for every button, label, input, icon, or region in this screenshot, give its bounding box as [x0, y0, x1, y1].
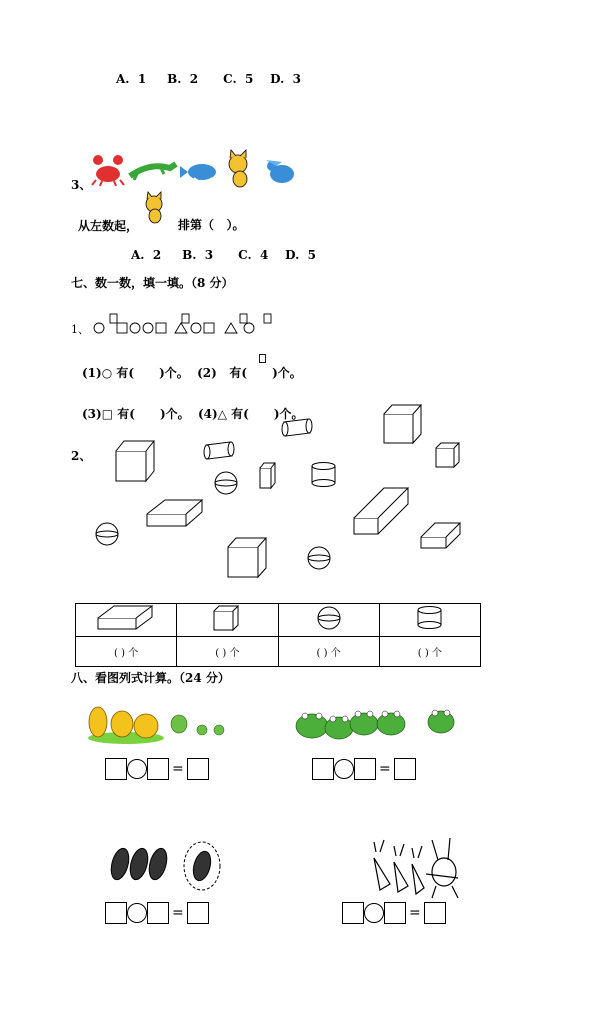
q3-prompt-right: 排第（ ）。 — [178, 218, 245, 232]
answer-box[interactable] — [394, 758, 416, 780]
equation-box[interactable] — [312, 758, 334, 780]
equation-box[interactable] — [147, 902, 169, 924]
sphere-icon — [96, 523, 118, 545]
cylinder-icon — [204, 442, 234, 459]
equation-box[interactable] — [105, 758, 127, 780]
table-cell-sphere — [278, 604, 379, 637]
table-cell-cuboid — [76, 604, 177, 637]
q1-label: 1、 — [71, 323, 89, 336]
sphere-icon — [215, 472, 237, 494]
answer-box[interactable] — [424, 902, 446, 924]
answer-sphere[interactable]: ( ) 个 — [278, 637, 379, 667]
cat-icon — [141, 194, 169, 224]
cube-icon — [228, 538, 266, 577]
sub-q1-2: (1)○ 有( )个。 (2) 有( )个。 — [82, 366, 302, 380]
fish-icon — [180, 164, 216, 182]
counting-table — [75, 603, 481, 667]
equation-box[interactable] — [342, 902, 364, 924]
equation-4 — [342, 902, 446, 924]
cylinder-icon — [415, 604, 445, 632]
sub-q3-4: (3)□ 有( )个。 (4)△ 有( )个。 — [82, 407, 304, 421]
equals-sign: = — [172, 761, 184, 777]
equation-1 — [105, 758, 209, 780]
solids-image — [90, 400, 490, 585]
equation-box[interactable] — [105, 902, 127, 924]
cuboid-icon — [260, 463, 275, 488]
cylinder-icon — [282, 419, 312, 436]
equation-3 — [105, 902, 209, 924]
answer-cuboid[interactable]: ( ) 个 — [76, 637, 177, 667]
cat-icon — [229, 150, 247, 187]
lizard-icon — [130, 164, 176, 180]
bird-icon — [266, 160, 294, 183]
answer-box[interactable] — [187, 758, 209, 780]
rectangle-icon — [259, 354, 267, 364]
equals-sign: = — [409, 905, 421, 921]
cuboid-icon — [147, 500, 202, 526]
cuboid-icon — [421, 523, 460, 548]
rabbit-carrots-picture — [362, 838, 468, 900]
q2-label: 2、 — [71, 449, 92, 463]
shape-sequence — [93, 312, 283, 336]
equation-box[interactable] — [147, 758, 169, 780]
cube-icon — [436, 443, 459, 467]
table-cell-cube — [177, 604, 278, 637]
equals-sign: = — [172, 905, 184, 921]
q3-prompt-left: 从左数起， — [78, 219, 139, 233]
animal-row-image — [90, 152, 300, 188]
equation-box[interactable] — [384, 902, 406, 924]
cuboid-icon — [96, 604, 156, 632]
q3-number: 3、 — [71, 178, 92, 192]
cube-icon — [116, 441, 154, 481]
crab-icon — [92, 155, 124, 186]
operator-circle[interactable] — [364, 903, 384, 923]
operator-circle[interactable] — [334, 759, 354, 779]
cylinder-icon — [312, 463, 335, 487]
cube-icon — [212, 604, 242, 632]
operator-circle[interactable] — [127, 759, 147, 779]
section7-title: 七、数一数，填一填。（8 分） — [71, 276, 234, 290]
chicks-picture — [86, 702, 231, 744]
operator-circle[interactable] — [127, 903, 147, 923]
cuboid-icon — [354, 488, 408, 534]
table-cell-cylinder — [379, 604, 480, 637]
equals-sign: = — [379, 761, 391, 777]
answer-box[interactable] — [187, 902, 209, 924]
frogs-picture — [294, 704, 459, 742]
sphere-icon — [308, 547, 330, 569]
cube-icon — [384, 405, 421, 443]
equation-2 — [312, 758, 416, 780]
q2-options: A. 1 B. 2 C. 5 D. 3 — [116, 72, 301, 86]
answer-cylinder[interactable]: ( ) 个 — [379, 637, 480, 667]
section8-title: 八、看图列式计算。（24 分） — [71, 671, 230, 685]
q3-options: A. 2 B. 3 C. 4 D. 5 — [131, 248, 316, 262]
answer-cube[interactable]: ( ) 个 — [177, 637, 278, 667]
peanuts-picture — [106, 838, 226, 890]
equation-box[interactable] — [354, 758, 376, 780]
sphere-icon — [315, 604, 343, 632]
